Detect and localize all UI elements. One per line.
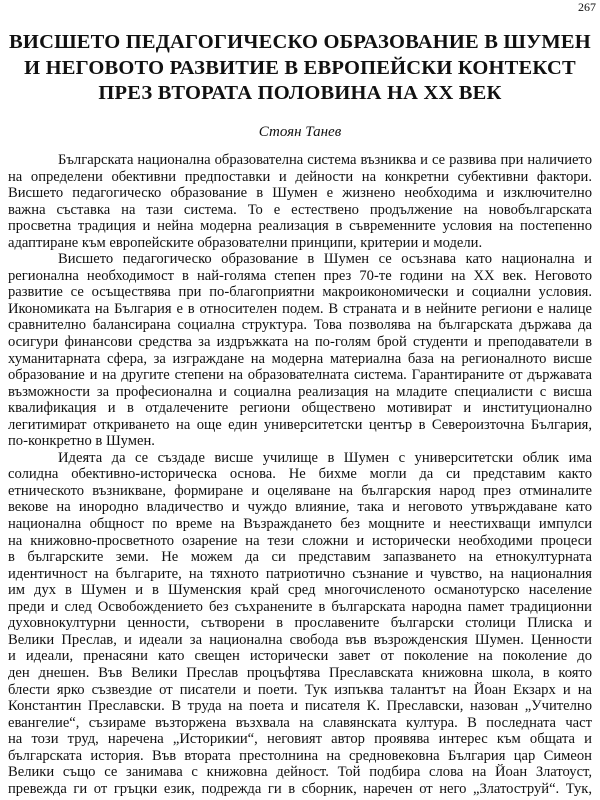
text-line: Велики също се занимава с книжовна дейност. Той подбира слова на Йоан Златоуст, [8, 764, 592, 781]
text-line: на книжовно-просветното озарение на тези сложни и исторически необходими процеси [8, 532, 592, 549]
text-line: Константин Преславски. В труда на поета и писателя К. Преславски, назован „Учително [8, 698, 592, 715]
text-line: образование и на другите степени на образователната система. Гарантираните от държавата [8, 367, 592, 384]
text-line: възможности за професионална и социална реализация на младите специалисти с висша [8, 383, 592, 400]
author-name: Стоян Танев [258, 124, 342, 140]
text-line: и идеали, пренасяни като свещен исторически завет от поколение на поколение до [8, 648, 592, 665]
text-line: осигури финансови средства за издръжката на по-голям брой студенти и преподаватели в [8, 334, 592, 351]
text-line: Висшето педагогическо образование в Шумен се осъзнава като национална и [58, 251, 592, 268]
title-line: И НЕГОВОТО РАЗВИТИЕ В ЕВРОПЕЙСКИ КОНТЕКСТ [24, 56, 576, 79]
paragraph [8, 450, 592, 797]
text-line: сравнително балансирана социална структура. Това позволява на българската държава да [8, 317, 592, 334]
text-line: национална общност по време на Възраждането без мощните и неестихващи импулси [8, 516, 592, 533]
text-line: блести ярко съзвездие от писатели и поети. Тук изпъква талантът на Йоан Екзарх и на [8, 681, 592, 698]
text-line: ден днешен. Във Велики Преслав процъфтява Преславската книжовна школа, в която [8, 664, 592, 681]
title-line: ПРЕЗ ВТОРАТА ПОЛОВИНА НА XX ВЕК [98, 82, 502, 104]
paragraph [8, 251, 592, 450]
text-line: по-конкретно в Шумен. [8, 433, 155, 450]
text-line: легитимират откриването на още един университетски център в Североизточна България, [8, 416, 592, 433]
text-line: в българските земи. Не можем да си представим запазването на етнокултурната [8, 549, 592, 566]
text-line: преди и след Освобождението без съхранените в българската народна памет традиционни [8, 598, 592, 615]
text-line: адаптиране към европейските образователни принципи, критерии и модели. [8, 234, 483, 251]
text-line: Идеята да се създаде висше училище в Шумен с университетски облик има [58, 449, 592, 466]
text-line: евангелие“, съзираме възторжена възхвала на славянската култура. В последната част [8, 714, 592, 731]
text-line: етническото възникване, формиране и оцеляване на българския народ през отминалите [8, 482, 592, 499]
page-number: 267 [578, 0, 596, 14]
text-line: регионална необходимост в най-голяма степен през 70-те години на XX век. Неговото [8, 267, 592, 284]
text-line: развитие се осъществява при по-благоприятни макроикономически и социални условия. [8, 284, 592, 301]
article-body [8, 152, 592, 797]
text-line: солидна обективно-историческа основа. Не бихме могли да си представим както [8, 466, 592, 483]
text-line: на този труд, наречена „Историкии“, неговият автор проявява интерес към общата и [8, 731, 592, 748]
text-line: квалификация и в отдалечените региони обществено мотивират и институционално [8, 400, 592, 417]
paragraph [8, 152, 592, 251]
text-line: идентичност на българите, на тяхното патриотично съзнание и чувство, на националния [8, 565, 592, 582]
text-line: Българската национална образователна система възниква и се развива при наличието [58, 152, 592, 168]
text-line: важна съставка на тази система. То е естествено продължение на новобългарската [8, 201, 592, 218]
text-line: Велики Преслав, и идеали за национална свобода във възрожденския Шумен. Ценности [8, 631, 592, 648]
text-line: Висшето педагогическо образование в Шумен е жизнено необходима и изключително [8, 185, 592, 202]
text-line: векове на инородно владичество и чуждо влияние, така и неговото утвърждаване като [8, 499, 592, 516]
article-title [0, 30, 600, 107]
text-line: българската история. Във втората престолнина на средновековна България цар Симеон [8, 747, 592, 764]
text-line: духовнокултурни ценности, сътворени в прославените български столици Плиска и [8, 615, 592, 632]
text-line: им дух в Шумен и в Шуменския край сред многочисленото османотурско население [8, 582, 592, 599]
title-line: ВИСШЕТО ПЕДАГОГИЧЕСКО ОБРАЗОВАНИЕ В ШУМЕН [9, 31, 591, 53]
text-line: на определени обективни предпоставки и дейности на конкретни субективни фактори. [8, 168, 592, 185]
text-line: превежда ги от гръцки език, подрежда ги в сборник, наречен от него „Златоструй“. Тук, [8, 780, 592, 797]
text-line: Икономиката на България е в относителен подем. В страната и в нейните региони е налице [8, 300, 592, 317]
text-line: хуманитарната сфера, за изграждане на модерна материална база на регионалното висше [8, 350, 592, 367]
text-line: просветна традиция и нейна модерна реализация в съвременните условия на постепенно [8, 218, 592, 235]
